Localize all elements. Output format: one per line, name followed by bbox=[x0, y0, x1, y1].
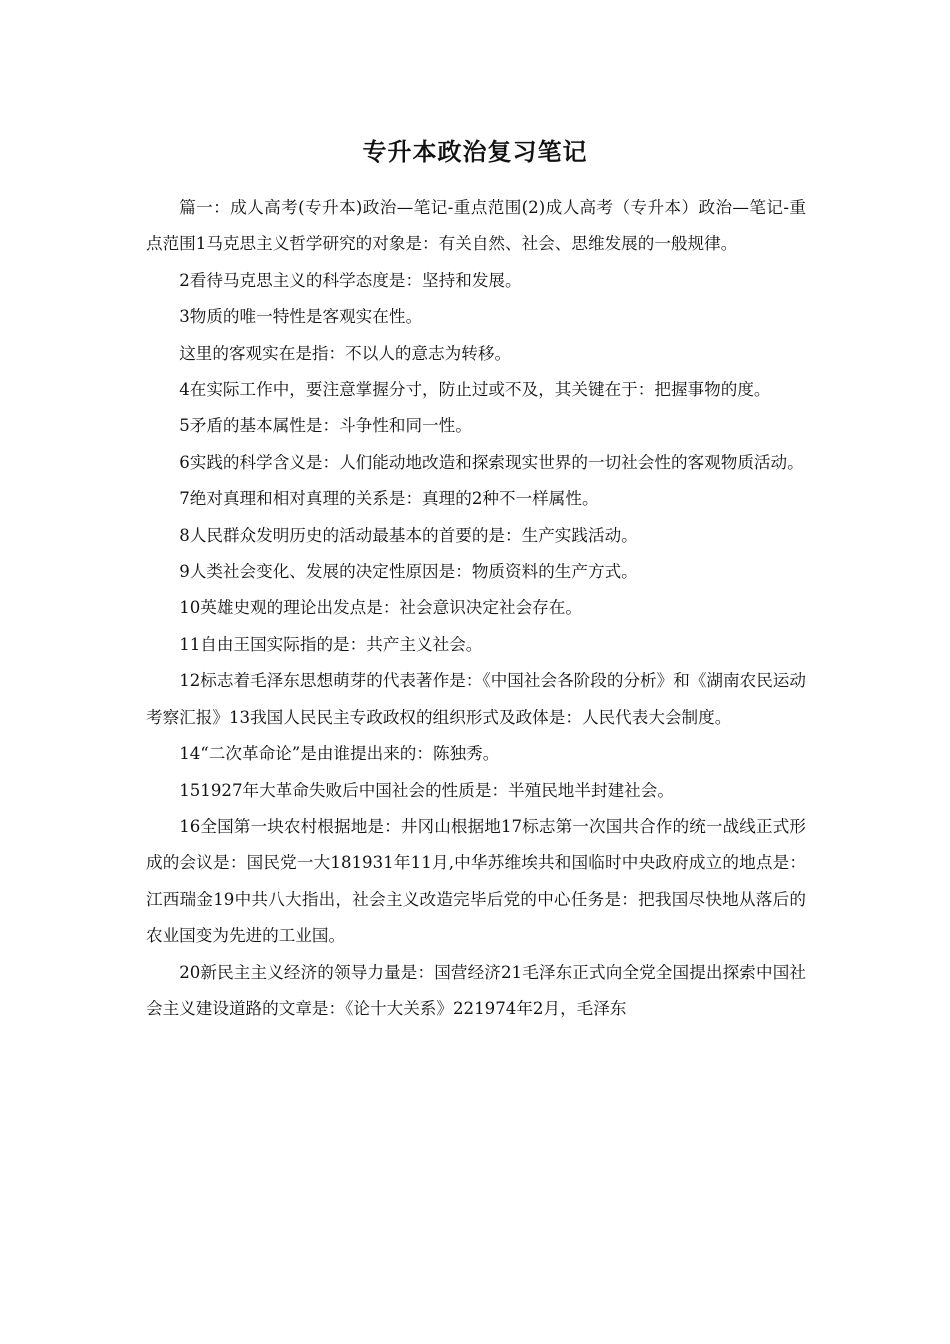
paragraph: 2看待马克思主义的科学态度是：坚持和发展。 bbox=[179, 270, 522, 290]
paragraph: 16全国第一块农村根据地是：井冈山根据地17标志第一次国共合作的统一战线正式形成的会议是：国民党一大181931年11月,中华苏维埃共和国临时中央政府成立的地点是：江西瑞金19中共八大指出，社会主义改造完毕后党的中心任务是：把我国尽快地从落后的农业国变为先进的工业国。 bbox=[146, 816, 806, 946]
paragraph: 篇一：成人高考(专升本)政治—笔记-重点范围(2)成人高考（专升本）政治—笔记-重点范围1马克思主义哲学研究的对象是：有关自然、社会、思维发展的一般规律。 bbox=[146, 198, 806, 254]
document-body bbox=[146, 190, 806, 1027]
paragraph: 8人民群众发明历史的活动最基本的首要的是：生产实践活动。 bbox=[179, 525, 638, 545]
paragraph: 6实践的科学含义是：人们能动地改造和探索现实世界的一切社会性的客观物质活动。 bbox=[179, 452, 804, 472]
paragraph: 14“二次革命论”是由谁提出来的：陈独秀。 bbox=[179, 744, 500, 764]
paragraph: 4在实际工作中，要注意掌握分寸，防止过或不及，其关键在于：把握事物的度。 bbox=[179, 380, 771, 400]
document-title: 专升本政治复习笔记 bbox=[362, 137, 588, 166]
paragraph: 20新民主主义经济的领导力量是：国营经济21毛泽东正式向全党全国提出探索中国社会主义建设道路的文章是：《论十大关系》221974年2月，毛泽东 bbox=[146, 962, 806, 1018]
paragraph: 151927年大革命失败后中国社会的性质是：半殖民地半封建社会。 bbox=[179, 780, 674, 800]
paragraph: 3物质的唯一特性是客观实在性。 bbox=[179, 307, 423, 327]
paragraph: 10英雄史观的理论出发点是：社会意识决定社会存在。 bbox=[179, 598, 582, 618]
paragraph: 5矛盾的基本属性是：斗争性和同一性。 bbox=[179, 416, 472, 436]
paragraph: 这里的客观实在是指：不以人的意志为转移。 bbox=[179, 343, 512, 363]
paragraph: 9人类社会变化、发展的决定性原因是：物质资料的生产方式。 bbox=[179, 562, 638, 582]
paragraph: 7绝对真理和相对真理的关系是：真理的2种不一样属性。 bbox=[179, 489, 599, 509]
paragraph: 12标志着毛泽东思想萌芽的代表著作是：《中国社会各阶段的分析》和《湖南农民运动考察汇报》13我国人民民主专政政权的组织形式及政体是：人民代表大会制度。 bbox=[146, 671, 806, 727]
paragraph: 11自由王国实际指的是：共产主义社会。 bbox=[179, 634, 483, 654]
